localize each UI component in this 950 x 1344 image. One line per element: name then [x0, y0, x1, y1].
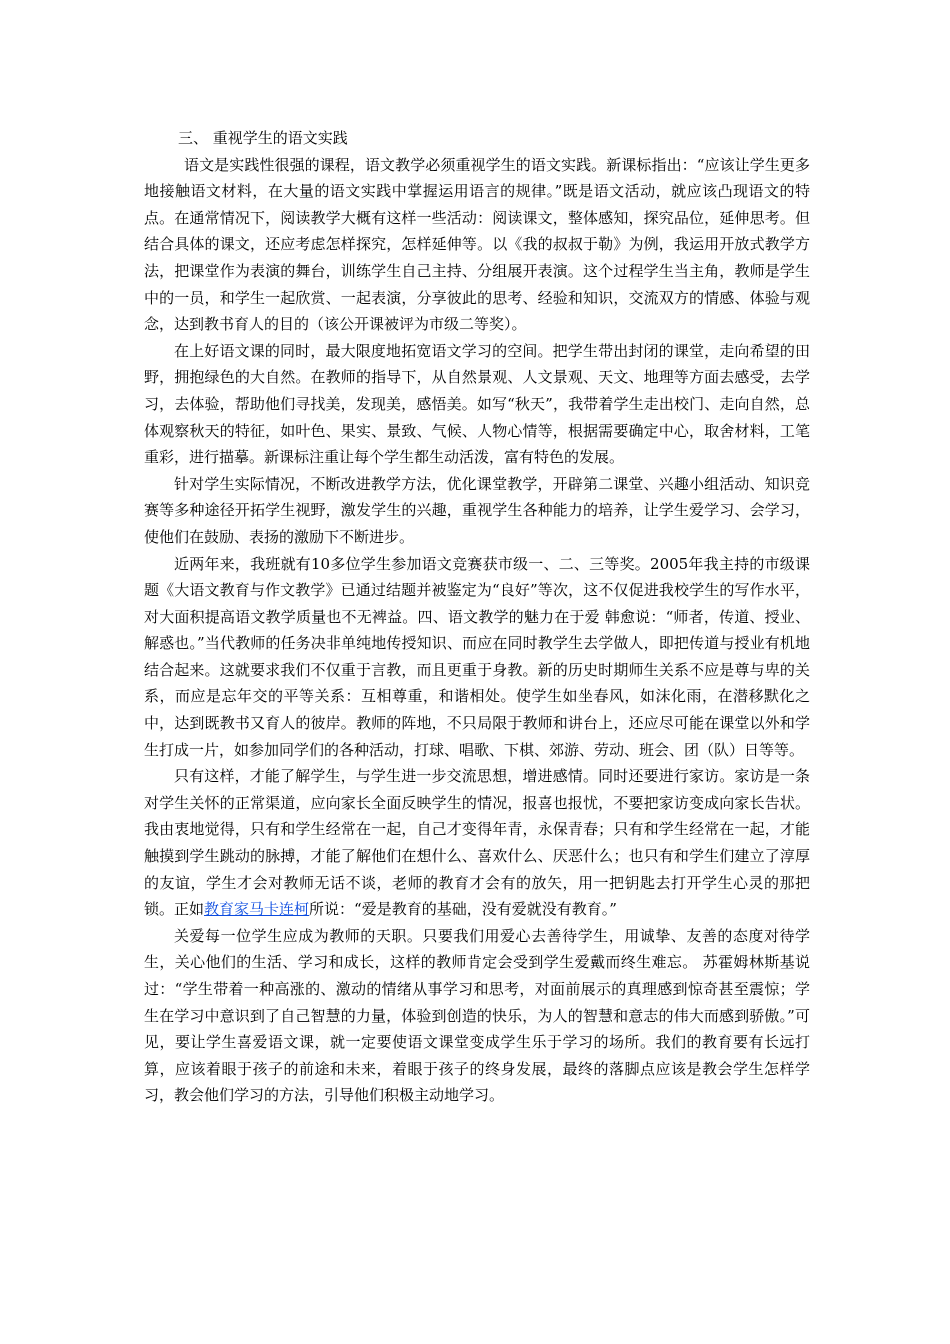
paragraph-achievements-and-love: 近两年来，我班就有10多位学生参加语文竞赛获市级一、二、三等奖。2005年我主持的市级课题《大语文教育与作文教学》已通过结题并被鉴定为“良好”等次，这不仅促进我校学生的写作水平，对大面积提高语文教学质量也不无裨益。四、语文教学的魅力在于爱 韩愈说：“师者，传道、授业、解惑也。”当代教师的任务决非单纯地传授知识、而应在同时教学生去学做人，即把传道与授业有机地结合起来。这就要求我们不仅重于言教，而且更重于身教。新的历史时期师生关系不应是尊与卑的关系，而应是忘年交的平等关系：互相尊重，和谐相处。使学生如坐春风，如沫化雨，在潜移默化之中，达到既教书又育人的彼岸。教师的阵地，不只局限于教师和讲台上，还应尽可能在课堂以外和学生打成一片，如参加同学们的各种活动，打球、唱歌、下棋、郊游、劳动、班会、团（队）日等等。	[144, 554, 810, 759]
paragraph-home-visits-quote: 所说：“爱是教育的基础，没有爱就没有教育。”	[309, 900, 617, 919]
paragraph-care-for-students: 关爱每一位学生应成为教师的天职。只要我们用爱心去善待学生，用诚挚、友善的态度对待学生，关心他们的生活、学习和成长，这样的教师肯定会受到学生爱戴而终生难忘。 苏霍姆林斯基说过：“学生带着一种高涨的、激动的情绪从事学习和思考，对面前展示的真理感到惊奇甚至震惊；学生在学习中意识到了自己智慧的力量，体验到创造的快乐，为人的智慧和意志的伟大而感到骄傲。”可见，要让学生喜爱语文课，就一定要使语文课堂变成学生乐于学习的场所。我们的教育要有长远打算，应该着眼于孩子的前途和未来，着眼于孩子的终身发展，最终的落脚点应该是教会学生怎样学习，教会他们学习的方法，引导他们积极主动地学习。	[144, 926, 810, 1105]
document-page	[144, 125, 810, 1109]
paragraph-expand-learning-space: 在上好语文课的同时，最大限度地拓宽语文学习的空间。把学生带出封闭的课堂，走向希望的田野，拥抱绿色的大自然。在教师的指导下，从自然景观、人文景观、天文、地理等方面去感受，去学习，去体验，帮助他们寻找美，发现美，感悟美。如写“秋天”，我带着学生走出校门、走向自然，总体观察秋天的特征，如叶色、果实、景致、气候、人物心情等，根据需要确定中心，取舍材料，工笔重彩，进行描摹。新课标注重让每个学生都生动活泼，富有特色的发展。	[144, 341, 810, 467]
paragraph-improve-methods: 针对学生实际情况，不断改进教学方法，优化课堂教学，开辟第二课堂、兴趣小组活动、知识竞赛等多种途径开拓学生视野，激发学生的兴趣，重视学生各种能力的培养，让学生爱学习、会学习，使他们在鼓励、表扬的激励下不断进步。	[144, 474, 810, 546]
makarenko-link[interactable]: 教育家马卡连柯	[204, 900, 310, 919]
paragraph-language-practice: 语文是实践性很强的课程，语文教学必须重视学生的语文实践。新课标指出：“应该让学生更多地接触语文材料，在大量的语文实践中掌握运用语言的规律。”既是语文活动，就应该凸现语文的特点。在通常情况下，阅读教学大概有这样一些活动：阅读课文，整体感知，探究品位，延伸思考。但结合具体的课文，还应考虑怎样探究，怎样延伸等。以《我的叔叔于勒》为例，我运用开放式教学方法，把课堂作为表演的舞台，训练学生自己主持、分组展开表演。这个过程学生当主角，教师是学生中的一员，和学生一起欣赏、一起表演，分享彼此的思考、经验和知识，交流双方的情感、体验与观念，达到教书育人的目的（该公开课被评为市级二等奖）。	[144, 155, 810, 334]
section-heading: 三、 重视学生的语文实践	[178, 129, 348, 147]
paragraph-home-visits-text: 只有这样，才能了解学生，与学生进一步交流思想，增进感情。同时还要进行家访。家访是一条对学生关怀的正常渠道，应向家长全面反映学生的情况，报喜也报忧，不要把家访变成向家长告状。我由衷地觉得，只有和学生经常在一起，自己才变得年青，永保青春；只有和学生经常在一起，才能触摸到学生跳动的脉搏，才能了解他们在想什么、喜欢什么、厌恶什么；也只有和学生们建立了淳厚的友谊，学生才会对教师无话不谈，老师的教育才会有的放矢，用一把钥匙去打开学生心灵的那把锁。正如	[144, 767, 810, 919]
paragraph-home-visits	[144, 763, 810, 923]
